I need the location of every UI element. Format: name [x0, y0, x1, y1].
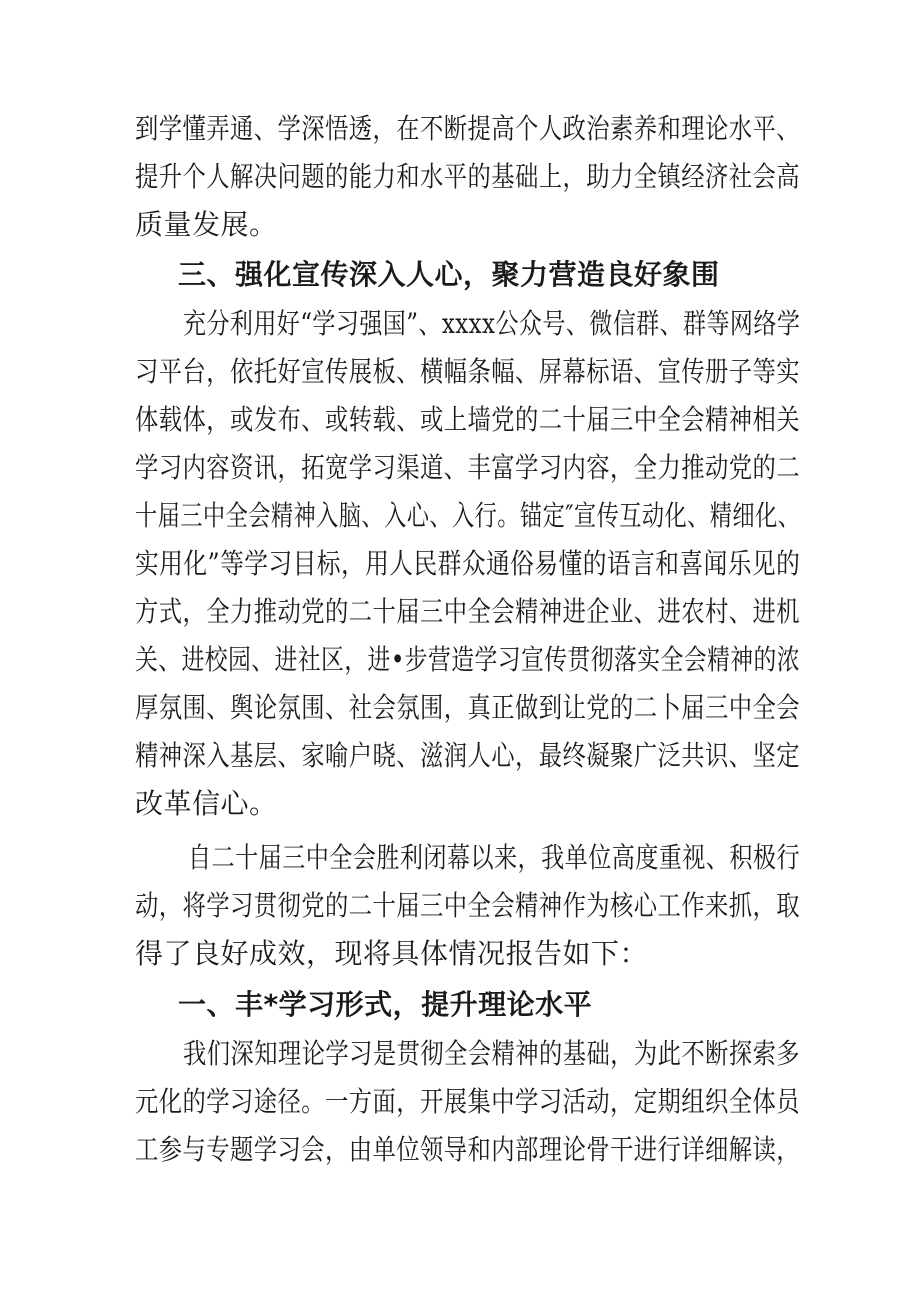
text-line: 方式，全力推动党的二十届三中全会精神进企业、进农村、进机	[135, 595, 800, 628]
text-line: 体载体，或发布、或转载、或上墙党的二十届三中全会精神相关	[135, 403, 800, 436]
text-line: 厚氛围、舆论氛围、社会氛围，真正做到让党的二卜届三中全会	[135, 691, 800, 724]
text-line: 工参与专题学习会，由单位领导和内部理论骨干进行详细解读，	[135, 1133, 800, 1166]
text-line: 动，将学习贯彻党的二十届三中全会精神作为核心工作来抓，取	[135, 889, 800, 922]
text-line: 精神深入基层、家喻户晓、滋润人心，最终凝聚广泛共识、坚定	[135, 739, 800, 772]
section-heading: 一、丰*学习形式，提升理论水平	[178, 988, 593, 1021]
section-heading: 三、强化宣传深入人心，聚力营造良好象围	[178, 258, 720, 291]
text-line: 提升个人解决问题的能力和水平的基础上，助力全镇经济社会高	[135, 160, 800, 193]
text-line: 充分利用好“学习强国”、xxxx公众号、微信群、群等网络学	[183, 307, 801, 340]
text-line: 我们深知理论学习是贯彻全会精神的基础，为此不断探索多	[183, 1037, 801, 1070]
text-line: 关、进校园、进社区，进•步营造学习宣传贯彻落实全会精神的浓	[135, 643, 801, 676]
text-line: 自二十届三中全会胜利闭幕以来，我单位高度重视、积极行	[188, 841, 801, 874]
text-line: 到学懂弄通、学深悟透，在不断提高个人政治素养和理论水平、	[135, 112, 800, 145]
text-line: 学习内容资讯，拓宽学习渠道、丰富学习内容，全力推动党的二	[135, 451, 800, 484]
text-line: 实用化”等学习目标，用人民群众通俗易懂的语言和喜闻乐见的	[135, 547, 801, 580]
text-line: 十届三中全会精神入脑、入心、入行。锚定″宣传互动化、精细化、	[135, 499, 801, 532]
text-line: 改革信心。	[135, 787, 278, 820]
text-line: 质量发展。	[135, 208, 278, 241]
text-line: 习平台，依托好宣传展板、横幅条幅、屏幕标语、宣传册子等实	[135, 355, 800, 388]
text-line: 得了良好成效，现将具体情况报告如下：	[135, 937, 649, 970]
text-line: 元化的学习途径。一方面，开展集中学习活动，定期组织全体员	[135, 1085, 800, 1118]
